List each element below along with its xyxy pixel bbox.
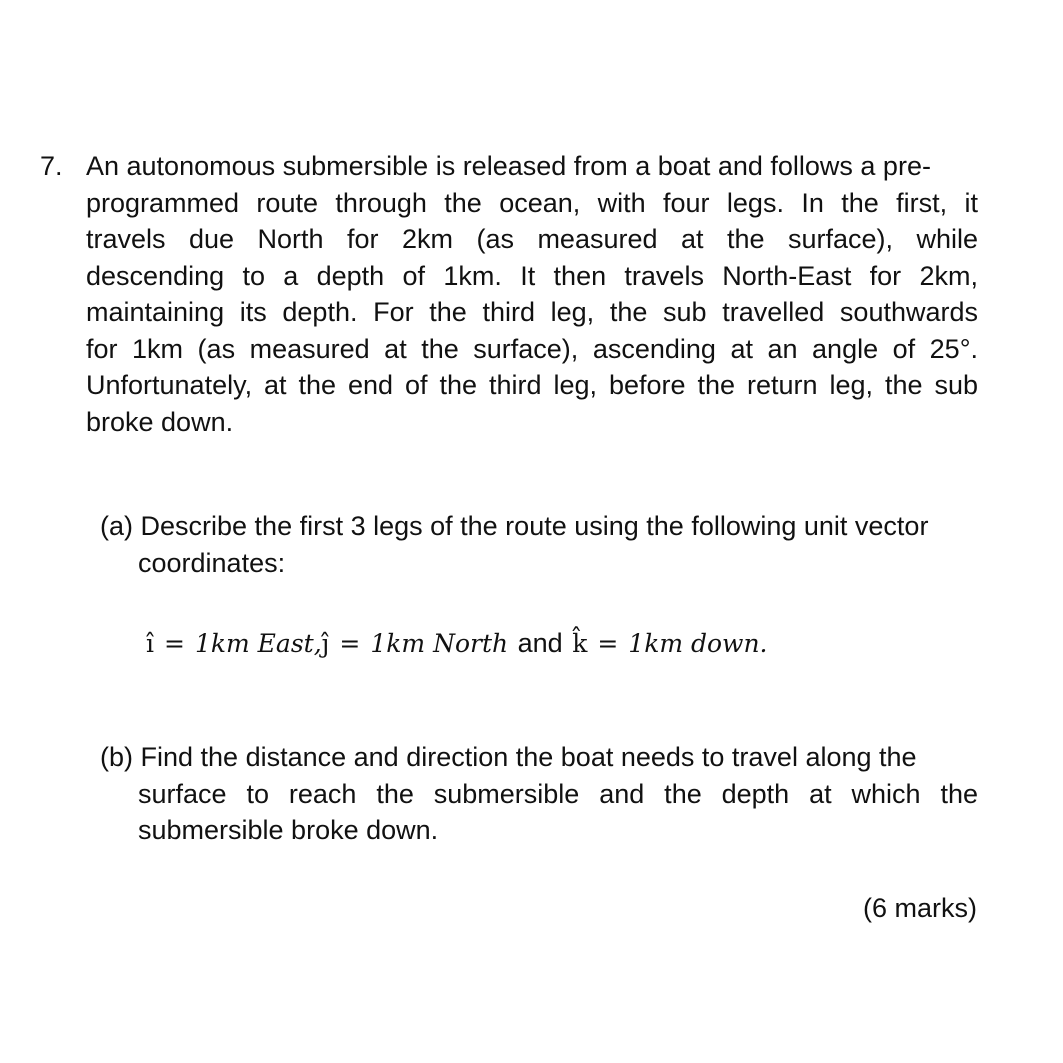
stem-line: maintaining its depth. For the third leg, the sub travelled southwards — [86, 297, 978, 327]
equals-sign: = — [164, 629, 185, 658]
part-b-label: (b) — [100, 742, 133, 772]
stem-line: descending to a depth of 1km. It then travels North-East for 2km, — [86, 260, 978, 291]
marks-allocation: (6 marks) — [863, 893, 977, 923]
j-hat-symbol: ĵ — [321, 629, 330, 658]
j-hat-value: 1km North — [370, 629, 509, 658]
part-a-label: (a) — [100, 511, 133, 541]
part-a — [100, 508, 978, 581]
part-b-text-continued: submersible broke down. — [138, 815, 439, 845]
and-connector: and — [517, 628, 563, 658]
part-b-first-line — [100, 739, 978, 776]
question-stem — [86, 148, 978, 440]
part-a-text: Describe the first 3 legs of the route using the following unit vector — [140, 511, 929, 541]
i-hat-definition — [146, 629, 508, 658]
stem-line: Unfortunately, at the end of the third leg, before the return leg, the sub — [86, 370, 978, 400]
k-hat-symbol: k̂ — [572, 629, 588, 658]
part-a-first-line — [100, 508, 978, 545]
i-hat-value: 1km East, — [194, 629, 322, 658]
part-b-text: Find the distance and direction the boat needs to travel along the — [140, 742, 917, 772]
part-b — [100, 739, 978, 849]
question-number: 7. — [40, 151, 63, 181]
equals-sign: = — [339, 629, 361, 658]
part-a-text-continued: coordinates: — [138, 547, 286, 578]
k-hat-definition — [572, 629, 767, 658]
stem-line: broke down. — [86, 406, 234, 437]
unit-vector-definitions — [146, 625, 768, 662]
k-hat-value: 1km down. — [628, 629, 768, 658]
stem-line: An autonomous submersible is released from a boat and follows a pre- — [86, 151, 931, 181]
part-b-text-continued: surface to reach the submersible and the depth at which the — [138, 778, 978, 809]
stem-line: travels due North for 2km (as measured at the surface), while — [86, 224, 978, 254]
i-hat-symbol: î — [146, 629, 154, 658]
stem-line: programmed route through the ocean, with four legs. In the first, it — [86, 187, 978, 218]
equals-sign: = — [597, 629, 619, 658]
stem-line: for 1km (as measured at the surface), ascending at an angle of 25°. — [86, 333, 978, 364]
